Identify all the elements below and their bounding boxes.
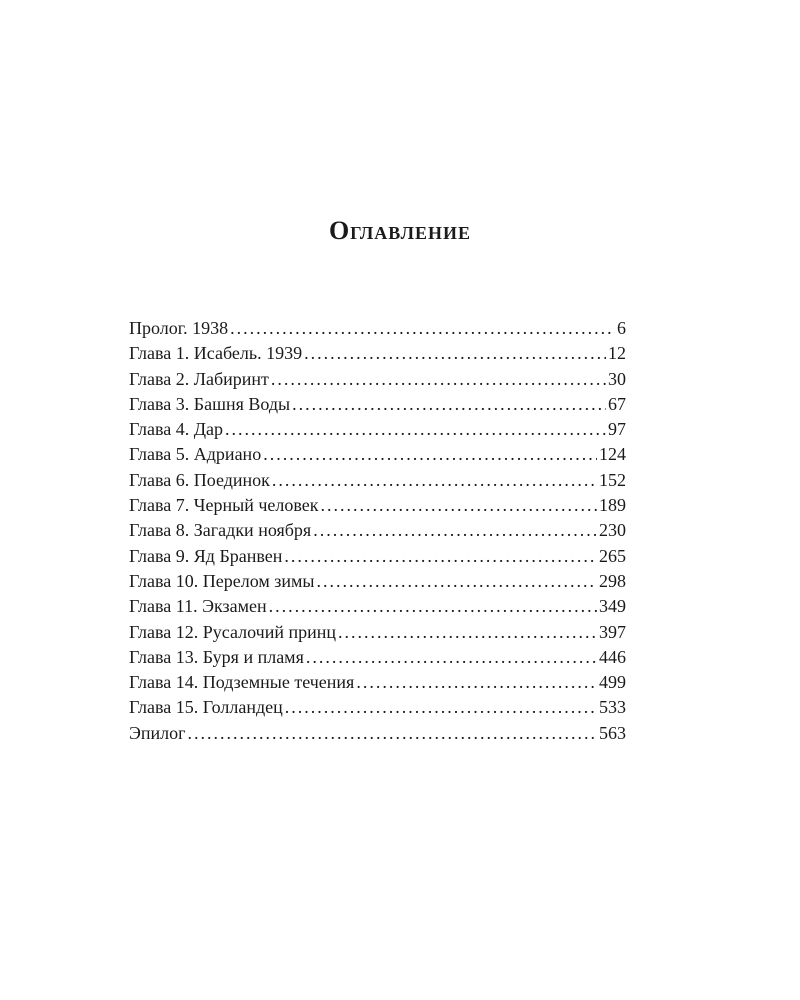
toc-entry [129,518,626,543]
dot-leader [230,316,615,341]
dot-leader [284,544,597,569]
toc-entry [129,367,626,392]
dot-leader [269,594,597,619]
toc-entry-label: Глава 1. Исабель. 1939 [129,343,303,364]
toc-entry-label: Глава 13. Буря и пламя [129,646,304,667]
dot-leader [338,620,597,645]
toc-entry-page: 446 [599,646,626,667]
toc-entry-label: Глава 7. Черный человек [129,495,319,516]
dot-leader [304,341,606,366]
dot-leader [272,468,597,493]
toc-entry-label: Глава 9. Яд Бранвен [129,545,283,566]
toc-entry-page: 124 [599,444,626,465]
toc-entry [129,670,626,695]
toc-entry [129,493,626,518]
dot-leader [313,518,597,543]
toc-entry-page: 230 [599,520,626,541]
toc-entry [129,620,626,645]
toc-entry-label: Глава 3. Башня Воды [129,393,291,414]
toc-entry-label: Глава 2. Лабиринт [129,368,269,389]
toc-entry [129,341,626,366]
toc-entry [129,442,626,467]
toc-entry [129,417,626,442]
dot-leader [225,417,606,442]
toc-entry-page: 152 [599,469,626,490]
dot-leader [271,367,606,392]
toc-entry-label: Глава 14. Подземные течения [129,672,355,693]
toc-entry [129,695,626,720]
toc-entry-page: 397 [599,621,626,642]
toc-list [129,316,626,746]
toc-entry-label: Глава 12. Русалочий принц [129,621,337,642]
toc-entry-label: Глава 8. Загадки ноября [129,520,312,541]
toc-entry-label: Глава 4. Дар [129,419,224,440]
toc-entry-page: 12 [608,343,626,364]
dot-leader [263,442,597,467]
toc-title: Оглавление [328,216,472,245]
toc-entry-page: 349 [599,596,626,617]
dot-leader [356,670,597,695]
toc-entry-label: Глава 10. Перелом зимы [129,570,315,591]
dot-leader [188,721,597,746]
toc-entry [129,468,626,493]
toc-entry [129,569,626,594]
dot-leader [317,569,597,594]
toc-entry-page: 533 [599,697,626,718]
toc-entry-label: Эпилог [129,722,186,743]
dot-leader [320,493,597,518]
toc-entry-label: Глава 11. Экзамен [129,596,267,617]
toc-entry-label: Пролог. 1938 [129,318,229,338]
dot-leader [285,695,597,720]
toc-entry-page: 499 [599,672,626,693]
toc-entry-page: 563 [599,722,626,743]
toc-entry-page: 97 [608,419,626,440]
toc-entry-page: 30 [608,368,626,389]
dot-leader [292,392,606,417]
toc-entry [129,544,626,569]
toc-entry [129,594,626,619]
toc-entry-page: 189 [599,495,626,516]
toc-entry-label: Глава 15. Голландец [129,697,283,718]
toc-entry-page: 6 [617,318,626,338]
dot-leader [306,645,597,670]
toc-entry [129,721,626,746]
toc-entry [129,316,626,341]
toc-entry [129,645,626,670]
toc-entry-page: 265 [599,545,626,566]
toc-entry-label: Глава 6. Поединок [129,469,270,490]
toc-entry-page: 67 [608,393,626,414]
toc-entry [129,392,626,417]
toc-entry-label: Глава 5. Адриано [129,444,262,465]
toc-entry-page: 298 [599,570,626,591]
